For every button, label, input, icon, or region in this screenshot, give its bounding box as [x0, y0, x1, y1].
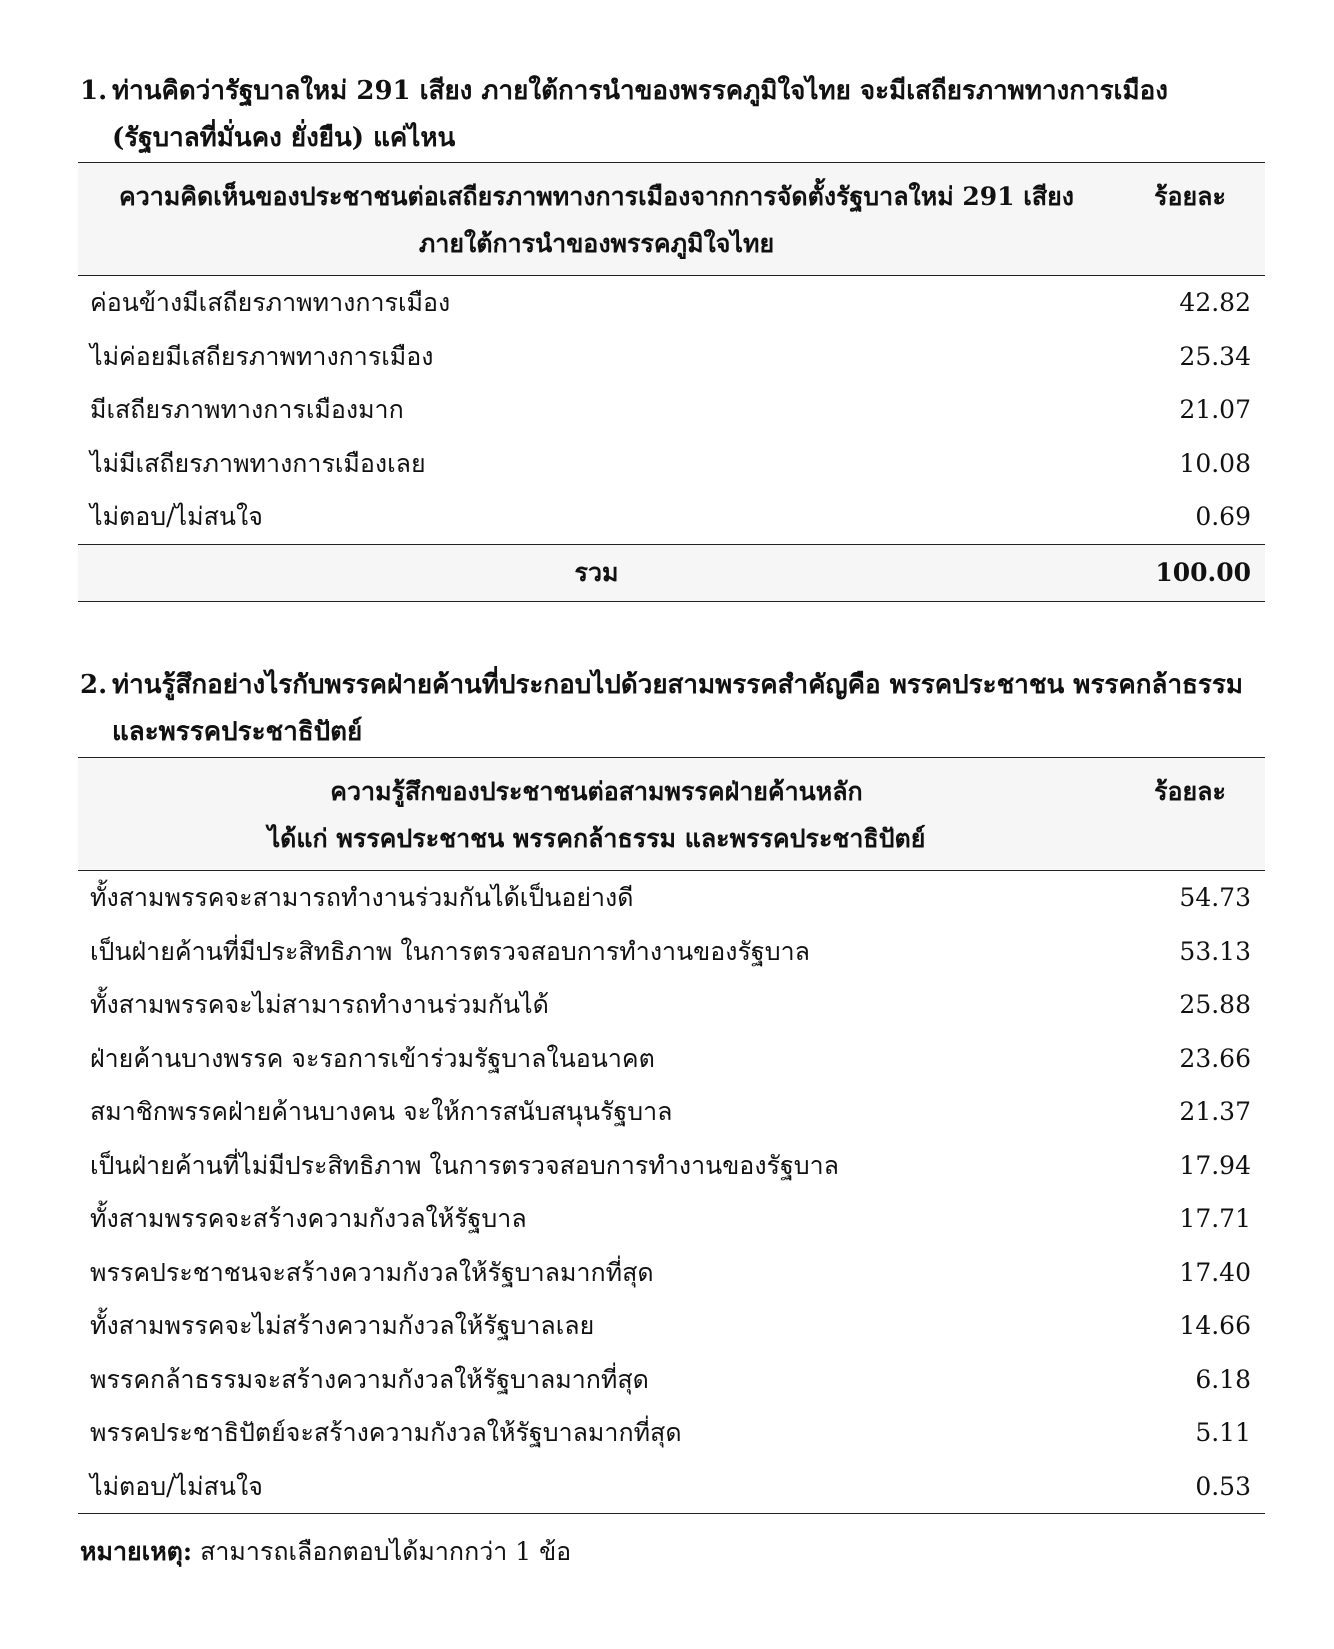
table-row [78, 1139, 1265, 1193]
row-label: มีเสถียรภาพทางการเมืองมาก [90, 395, 404, 424]
table-row [78, 383, 1265, 437]
row-label: เป็นฝ่ายค้านที่ไม่มีประสิทธิภาพ ในการตรวจสอบการทำงานของรัฐบาล [90, 1150, 839, 1180]
table-row [78, 978, 1265, 1032]
table-row [78, 925, 1265, 979]
table-row [78, 871, 1265, 925]
row-label: ไม่มีเสถียรภาพทางการเมืองเลย [90, 448, 426, 478]
section1-question-text1: ท่านคิดว่ารัฐบาลใหม่ 291 เสียง ภายใต้การนำของพรรคภูมิใจไทย จะมีเสถียรภาพทางการเมือง [112, 76, 1168, 106]
row-value: 42.82 [1179, 288, 1251, 317]
table-row [78, 1353, 1265, 1407]
row-label: พรรคประชาธิปัตย์จะสร้างความกังวลให้รัฐบาลมากที่สุด [90, 1418, 682, 1447]
footnote [80, 1532, 571, 1572]
section1-table-header [78, 163, 1265, 276]
row-label: ทั้งสามพรรคจะไม่สร้างความกังวลให้รัฐบาลเลย [90, 1311, 595, 1340]
row-value: 25.88 [1179, 990, 1251, 1019]
row-value: 0.53 [1195, 1471, 1251, 1501]
table-row [78, 1406, 1265, 1460]
table-row [78, 1299, 1265, 1353]
row-value: 10.08 [1179, 448, 1251, 478]
section1-question [80, 68, 1280, 162]
table-row [78, 1460, 1265, 1514]
row-value: 17.40 [1179, 1257, 1251, 1287]
section2-table-body [78, 871, 1265, 1514]
row-value: 17.94 [1179, 1150, 1251, 1180]
section1-header-pct: ร้อยละ [1154, 182, 1226, 211]
section2-header-line2: ได้แก่ พรรคประชาชน พรรคกล้าธรรม และพรรคประชาธิปัตย์ [267, 824, 926, 853]
row-value: 17.71 [1179, 1204, 1251, 1233]
row-value: 53.13 [1179, 936, 1251, 966]
row-value: 5.11 [1195, 1418, 1251, 1447]
row-value: 25.34 [1179, 341, 1251, 371]
section2-question-line2: และพรรคประชาธิปัตย์ [112, 717, 363, 747]
row-value: 21.07 [1179, 395, 1251, 424]
row-label: ทั้งสามพรรคจะสามารถทำงานร่วมกันได้เป็นอย่างดี [90, 883, 634, 912]
section1-table [78, 162, 1265, 602]
row-label: ฝ่ายค้านบางพรรค จะรอการเข้าร่วมรัฐบาลในอนาคต [90, 1043, 655, 1073]
total-row [78, 544, 1265, 601]
row-label: ค่อนข้างมีเสถียรภาพทางการเมือง [90, 288, 451, 317]
footnote-text: สามารถเลือกตอบได้มากกว่า 1 ข้อ [200, 1537, 572, 1566]
section2-table [78, 757, 1265, 1514]
section1-header-row [78, 163, 1265, 276]
section2-header-line1: ความรู้สึกของประชาชนต่อสามพรรคฝ่ายค้านหลัก [330, 777, 863, 806]
table-row [78, 1085, 1265, 1139]
row-label: พรรคประชาชนจะสร้างความกังวลให้รัฐบาลมากที่สุด [90, 1257, 654, 1287]
section2-header-pct: ร้อยละ [1154, 777, 1226, 806]
row-value: 23.66 [1179, 1043, 1251, 1073]
section1-table-footer [78, 544, 1265, 601]
section1-header-line2: ภายใต้การนำของพรรคภูมิใจไทย [418, 229, 775, 258]
table-row [78, 1192, 1265, 1246]
section2-table-header [78, 758, 1265, 871]
section2-number: 2. [80, 670, 108, 700]
section1-question-line2: (รัฐบาลที่มั่นคง ยั่งยืน) แค่ไหน [112, 123, 456, 153]
table-row [78, 437, 1265, 491]
table-row [78, 1246, 1265, 1300]
section1-table-body [78, 276, 1265, 545]
row-label: เป็นฝ่ายค้านที่มีประสิทธิภาพ ในการตรวจสอบการทำงานของรัฐบาล [90, 936, 810, 966]
row-value: 21.37 [1179, 1097, 1251, 1126]
section1-header-label [78, 163, 1115, 276]
row-value: 14.66 [1179, 1311, 1251, 1340]
row-label: ไม่ตอบ/ไม่สนใจ [90, 1471, 263, 1501]
total-value: 100.00 [1155, 557, 1251, 587]
row-label: ทั้งสามพรรคจะไม่สามารถทำงานร่วมกันได้ [90, 990, 549, 1019]
row-label: ทั้งสามพรรคจะสร้างความกังวลให้รัฐบาล [90, 1204, 527, 1233]
footnote-label: หมายเหตุ: [80, 1537, 193, 1566]
table-row [78, 490, 1265, 544]
row-value: 6.18 [1195, 1364, 1251, 1394]
total-label: รวม [574, 557, 619, 587]
table-row [78, 1032, 1265, 1086]
row-label: สมาชิกพรรคฝ่ายค้านบางคน จะให้การสนับสนุนรัฐบาล [90, 1097, 673, 1126]
table-row [78, 330, 1265, 384]
row-label: ไม่ตอบ/ไม่สนใจ [90, 502, 263, 531]
table-row [78, 276, 1265, 330]
section2-question-line1 [80, 662, 1280, 709]
row-value: 54.73 [1179, 883, 1251, 912]
section2-question [80, 662, 1280, 756]
row-value: 0.69 [1195, 502, 1251, 531]
row-label: พรรคกล้าธรรมจะสร้างความกังวลให้รัฐบาลมากที่สุด [90, 1364, 649, 1394]
section1-header-line1: ความคิดเห็นของประชาชนต่อเสถียรภาพทางการเมืองจากการจัดตั้งรัฐบาลใหม่ 291 เสียง [119, 182, 1074, 211]
section1-question-line1 [80, 68, 1280, 115]
row-label: ไม่ค่อยมีเสถียรภาพทางการเมือง [90, 341, 434, 371]
section2-question-text1: ท่านรู้สึกอย่างไรกับพรรคฝ่ายค้านที่ประกอบไปด้วยสามพรรคสำคัญคือ พรรคประชาชน พรรคกล้าธรรม [112, 670, 1243, 700]
section2-header-row [78, 758, 1265, 871]
section1-number: 1. [80, 76, 108, 106]
section2-header-label [78, 758, 1115, 871]
